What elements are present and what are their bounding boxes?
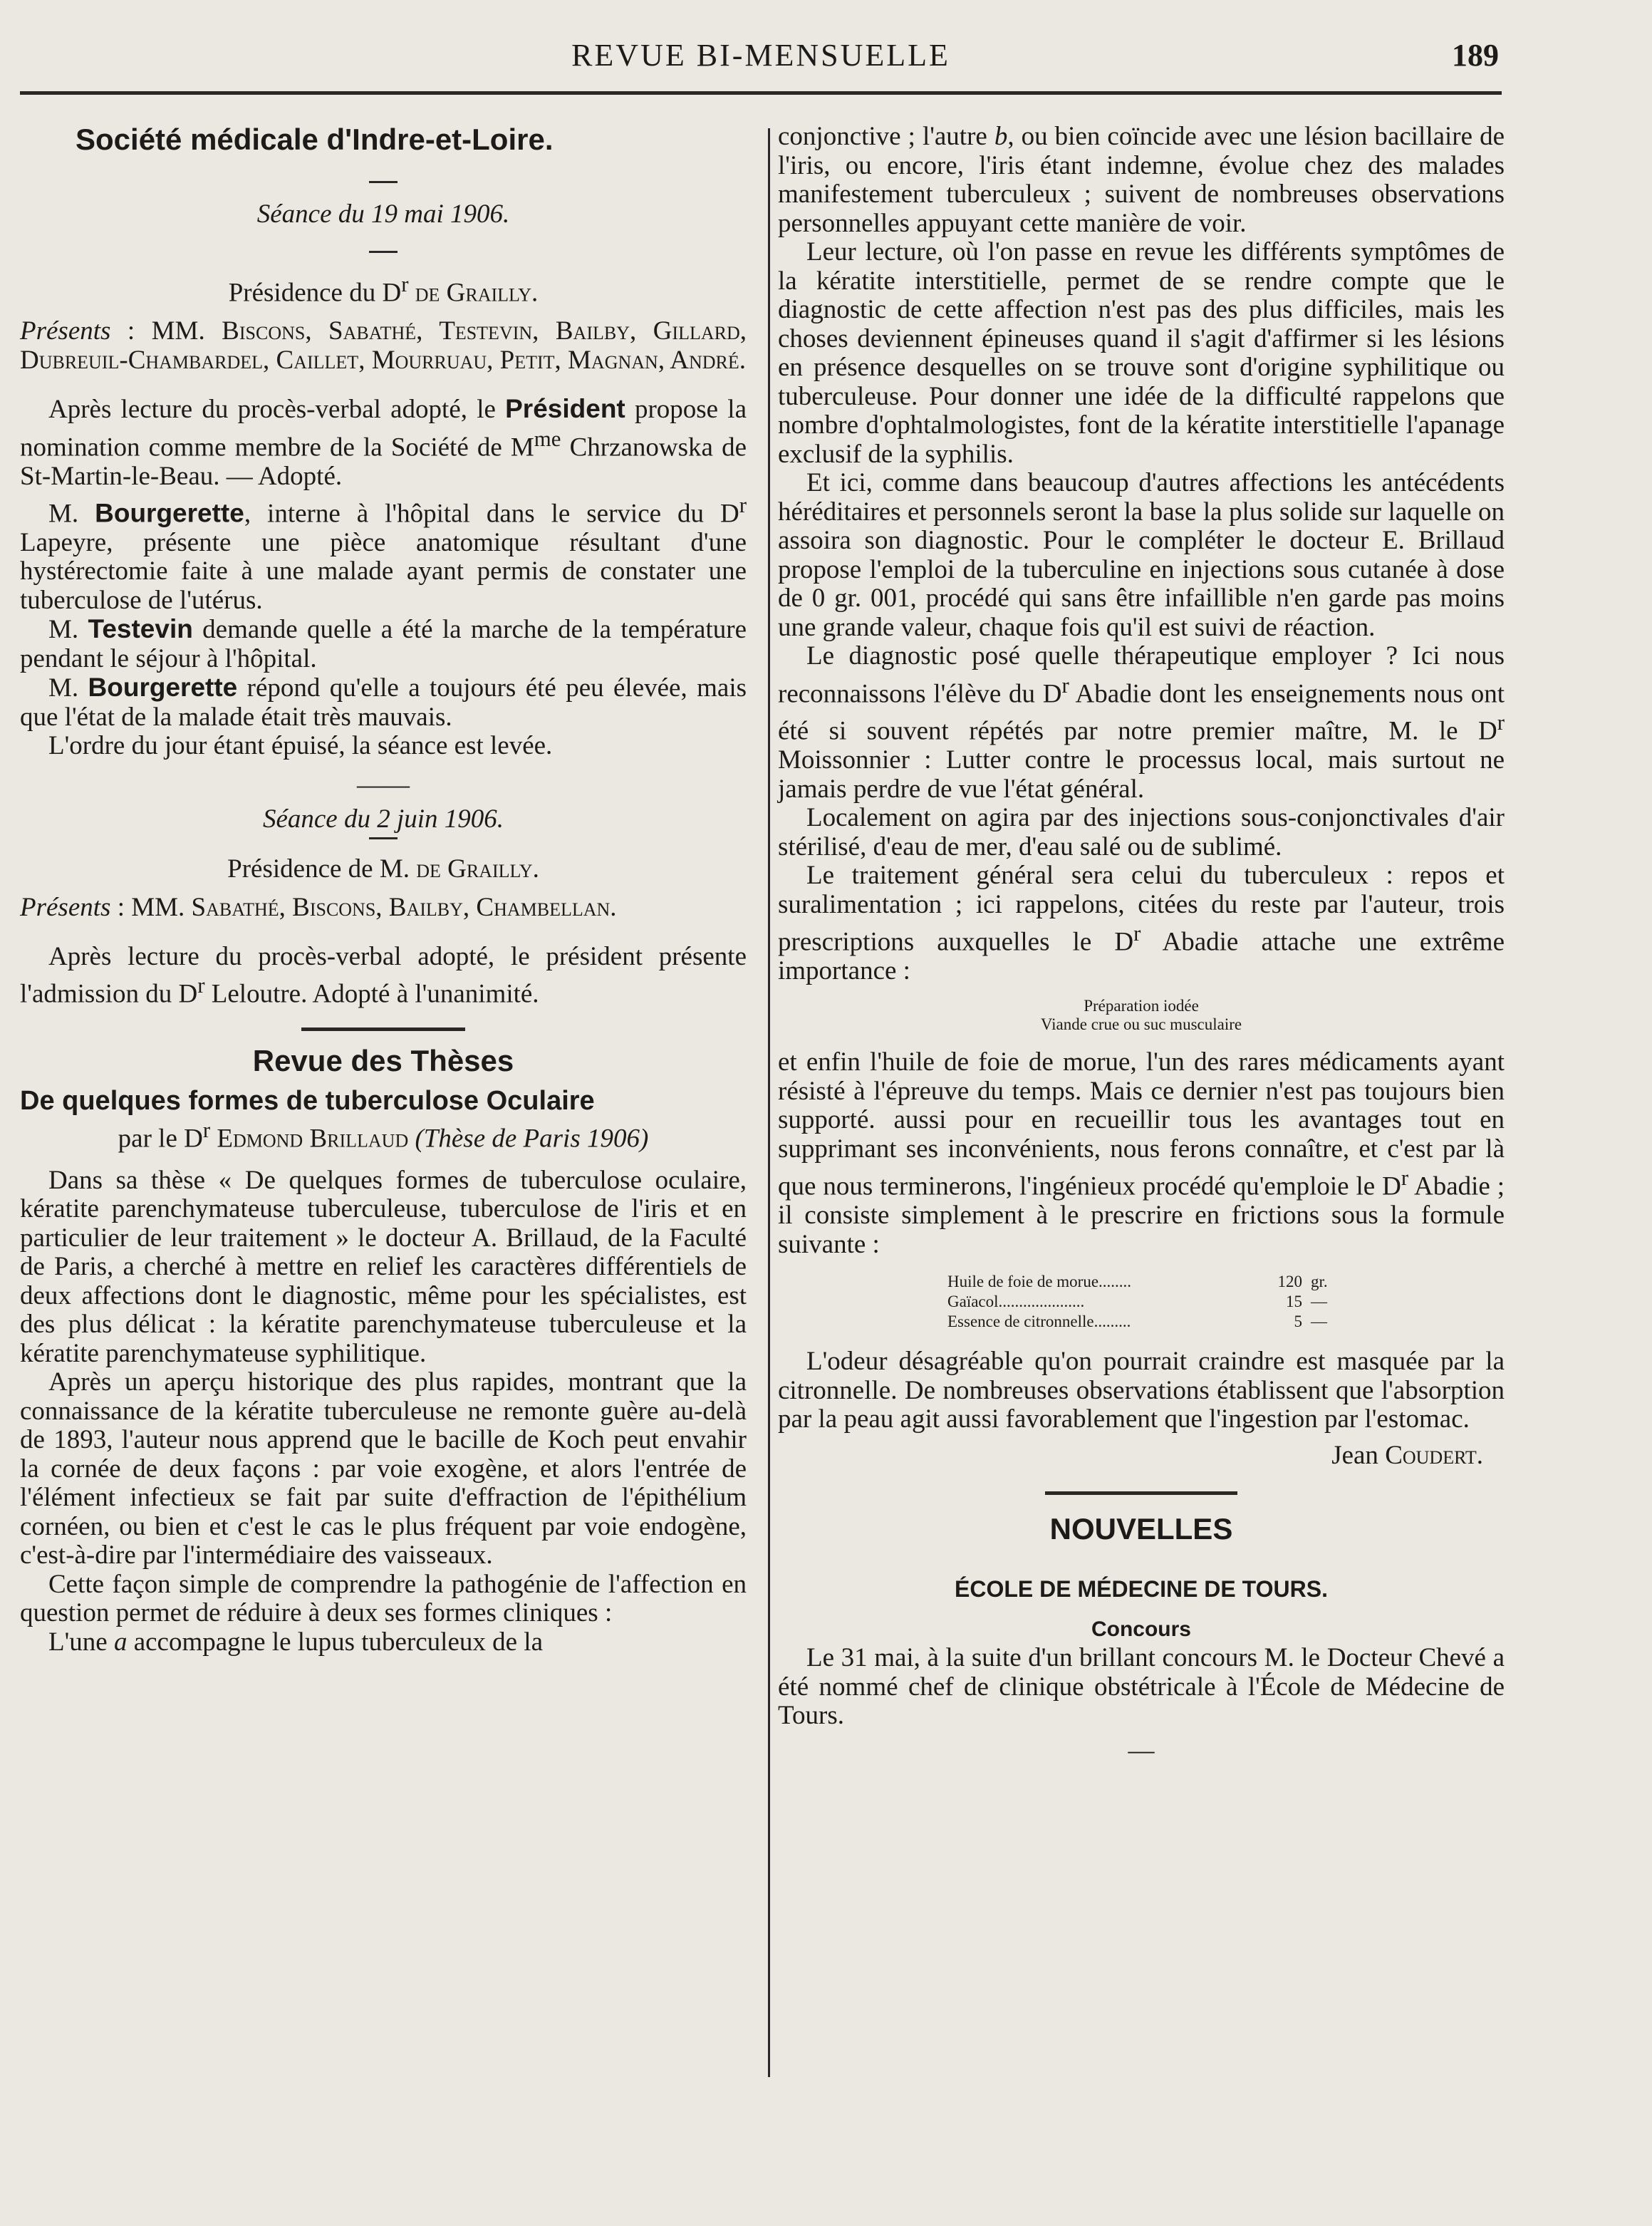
thesis-paragraph: L'une a accompagne le lupus tuberculeux de la <box>48 1627 543 1657</box>
prescription-item: Préparation iodée <box>1084 997 1199 1015</box>
news-paragraph: Le 31 mai, à la suite d'un brillant concours M. le Docteur Chevé a été nommé chef de clinique obstétricale à l'École de Médecine de Tours. <box>778 1643 1505 1731</box>
prescription-item: Viande crue ou suc musculaire <box>1040 1015 1242 1034</box>
thesis-paragraph: Dans sa thèse « De quelques formes de tuberculose oculaire, kératite parenchymateuse tuberculeuse, tuberculose de l'iris et en particulier de leur traitement » le docteur A. Brillaud, de la Faculté de Paris, a cherché à mettre en relief les caractères différentiels de deux affections dont le diagnostic, même pour les spécialistes, est des plus délicat : la kératite parenchymateuse tuberculeuse et la kératite parenchymateuse syphilitique. <box>20 1165 747 1368</box>
author-signature: Jean Coudert. <box>1331 1440 1483 1470</box>
thesis-paragraph: Après un aperçu historique des plus rapides, montrant que la connaissance de la kératite tuberculeuse ne remonte guère au-delà de 1893, l'auteur nous apprend que le bacille de Koch peut envahir la cornée de deux façons : par voie exogène, et alors l'entrée de l'élément infectieux se fait par suite d'effraction de l'épithélium cornéen, ou bien et c'est le cas le plus fréquent par voie endogène, c'est-à-dire par l'intermédiaire des vaisseaux. <box>20 1367 747 1570</box>
concours-title: Concours <box>1091 1617 1191 1641</box>
page-number: 189 <box>1452 38 1499 73</box>
session-date: Séance du 19 mai 1906. <box>256 200 510 229</box>
thesis-byline: par le $D^r$ Edmond Brillaud (Thèse de Paris 1906) <box>118 1117 649 1154</box>
left-column <box>20 123 747 1657</box>
end-dash: — <box>1128 1735 1155 1765</box>
formula-row: Gaïacol..................... 15 — <box>947 1293 1327 1311</box>
header-rule <box>20 91 1502 95</box>
thesis-paragraph: L'odeur désagréable qu'on pourrait craindre est masquée par la citronnelle. De nombreuses observations établissent que l'absorption par la peau agit aussi favorablement que l'ingestion par l'estomac. <box>778 1347 1505 1434</box>
minutes-paragraph: M. Bourgerette, interne à l'hôpital dans le service du $D^r$ Lapeyre, présente une pièce anatomique résultant d'une hystérectomie faite à une malade ayant permis de constater une tuberculose de l'utérus. <box>20 493 747 615</box>
session-separator: —— <box>357 770 410 799</box>
running-title: REVUE BI-MENSUELLE <box>571 38 950 73</box>
thesis-paragraph: conjonctive ; l'autre b, ou bien coïncide avec une lésion bacillaire de l'iris, ou encore, l'iris étant indemne, évolue chez des malades manifestement tuberculeux ; suivent de nombreuses observations personnelles appuyant cette manière de voir. <box>778 122 1505 238</box>
minutes-paragraph: Après lecture du procès-verbal adopté, le Président propose la nomination comme membre de la Société de $M^{me}$ Chrzanowska de St-Martin-le-Beau. — Adopté. <box>20 394 747 491</box>
session-presidence: Présidence du $D^r$ de Grailly. <box>228 271 539 307</box>
session-date: Séance du 2 juin 1906. <box>262 804 504 834</box>
minutes-paragraph: M. Testevin demande quelle a été la marche de la température pendant le séjour à l'hôpital. <box>20 614 747 673</box>
thesis-paragraph: Leur lecture, où l'on passe en revue les différents symptômes de la kératite interstitielle, permet de se rendre compte que le diagnostic de cette affection n'est pas des plus difficiles, mais les choses deviennent épineuses quand il s'agit d'affirmer si les lésions en présence desquelles on se trouve sont d'origine syphilitique ou tuberculeuse. Pour donner une idée de la difficulté rappelons que nombre d'ophtalmologistes, font de la kératite interstitielle l'apanage exclusif de la syphilis. <box>778 237 1505 469</box>
minutes-paragraph: L'ordre du jour étant épuisé, la séance est levée. <box>48 731 553 761</box>
thesis-title: De quelques formes de tuberculose Oculaire <box>20 1086 595 1117</box>
school-title: ÉCOLE DE MÉDECINE DE TOURS. <box>955 1576 1328 1603</box>
right-column <box>778 123 1505 1765</box>
thesis-paragraph: Localement on agira par des injections sous-conjonctivales d'air stérilisé, d'eau de mer, d'eau salé ou de sublimé. <box>778 803 1505 861</box>
thesis-paragraph: Cette façon simple de comprendre la pathogénie de l'affection en question permet de réduire à deux ses formes cliniques : <box>20 1569 747 1628</box>
page-header <box>20 37 1502 80</box>
minutes-paragraph: Après lecture du procès-verbal adopté, le président présente l'admission du $D^r$ Leloutre. Adopté à l'unanimité. <box>20 941 747 1009</box>
society-title: Société médicale d'Indre-et-Loire. <box>76 123 554 156</box>
session-presents: Présents : MM. Biscons, Sabathé, Testevin, Bailby, Gillard, Dubreuil-Chambardel, Caillet, Mourruau, Petit, Magnan, André. <box>20 316 747 375</box>
thesis-paragraph: Le traitement général sera celui du tuberculeux : repos et suralimentation ; ici rappelons, citées du reste par l'auteur, trois prescriptions auxquelles le $D^r$ Abadie attache une extrême importance : <box>778 861 1505 985</box>
prescription-list <box>778 997 1505 1034</box>
thesis-paragraph: Le diagnostic posé quelle thérapeutique employer ? Ici nous reconnaissons l'élève du $D^r$ Abadie dont les enseignements nous ont été si souvent répétés par notre premier maître, M. le $D^r$ Moissonnier : Lutter contre le processus local, mais surtout ne jamais perdre de vue l'état général. <box>778 641 1505 804</box>
session-presidence: Présidence de M. de Grailly. <box>227 854 539 884</box>
formula-row: Essence de citronnelle......... 5 — <box>947 1313 1327 1331</box>
revue-title: Revue des Thèses <box>252 1044 514 1078</box>
nouvelles-title: NOUVELLES <box>1049 1512 1233 1546</box>
minutes-paragraph: M. Bourgerette répond qu'elle a toujours été peu élevée, mais que l'état de la malade était très mauvais. <box>20 673 747 732</box>
thesis-paragraph: et enfin l'huile de foie de morue, l'un des rares médicaments ayant résisté à l'épreuve du temps. Mais ce dernier n'est pas toujours bien supporté. aussi pour en recueillir tous les avantages tout en supprimant ses inconvénients, nous ferons connaître, et c'est par là que nous terminerons, l'ingénieux procédé qu'emploie le $D^r$ Abadie ; il consiste simplement à le prescrire en frictions sous la formule suivante : <box>778 1047 1505 1259</box>
column-divider <box>768 128 770 2077</box>
formula-table <box>947 1272 1346 1332</box>
session-presents: Présents : MM. Sabathé, Biscons, Bailby, Chambellan. <box>20 893 617 923</box>
thesis-paragraph: Et ici, comme dans beaucoup d'autres affections les antécédents héréditaires et personnels seront la base la plus solide sur laquelle on assoira son diagnostic. Pour le compléter le docteur E. Brillaud propose l'emploi de la tuberculine en injections sous cutanée à dose de 0 gr. 001, procédé qui sans être infaillible n'en garde pas moins une grande valeur, chaque fois qu'il est suivi de réaction. <box>778 468 1505 642</box>
formula-row: Huile de foie de morue........ 120 gr. <box>947 1273 1328 1291</box>
